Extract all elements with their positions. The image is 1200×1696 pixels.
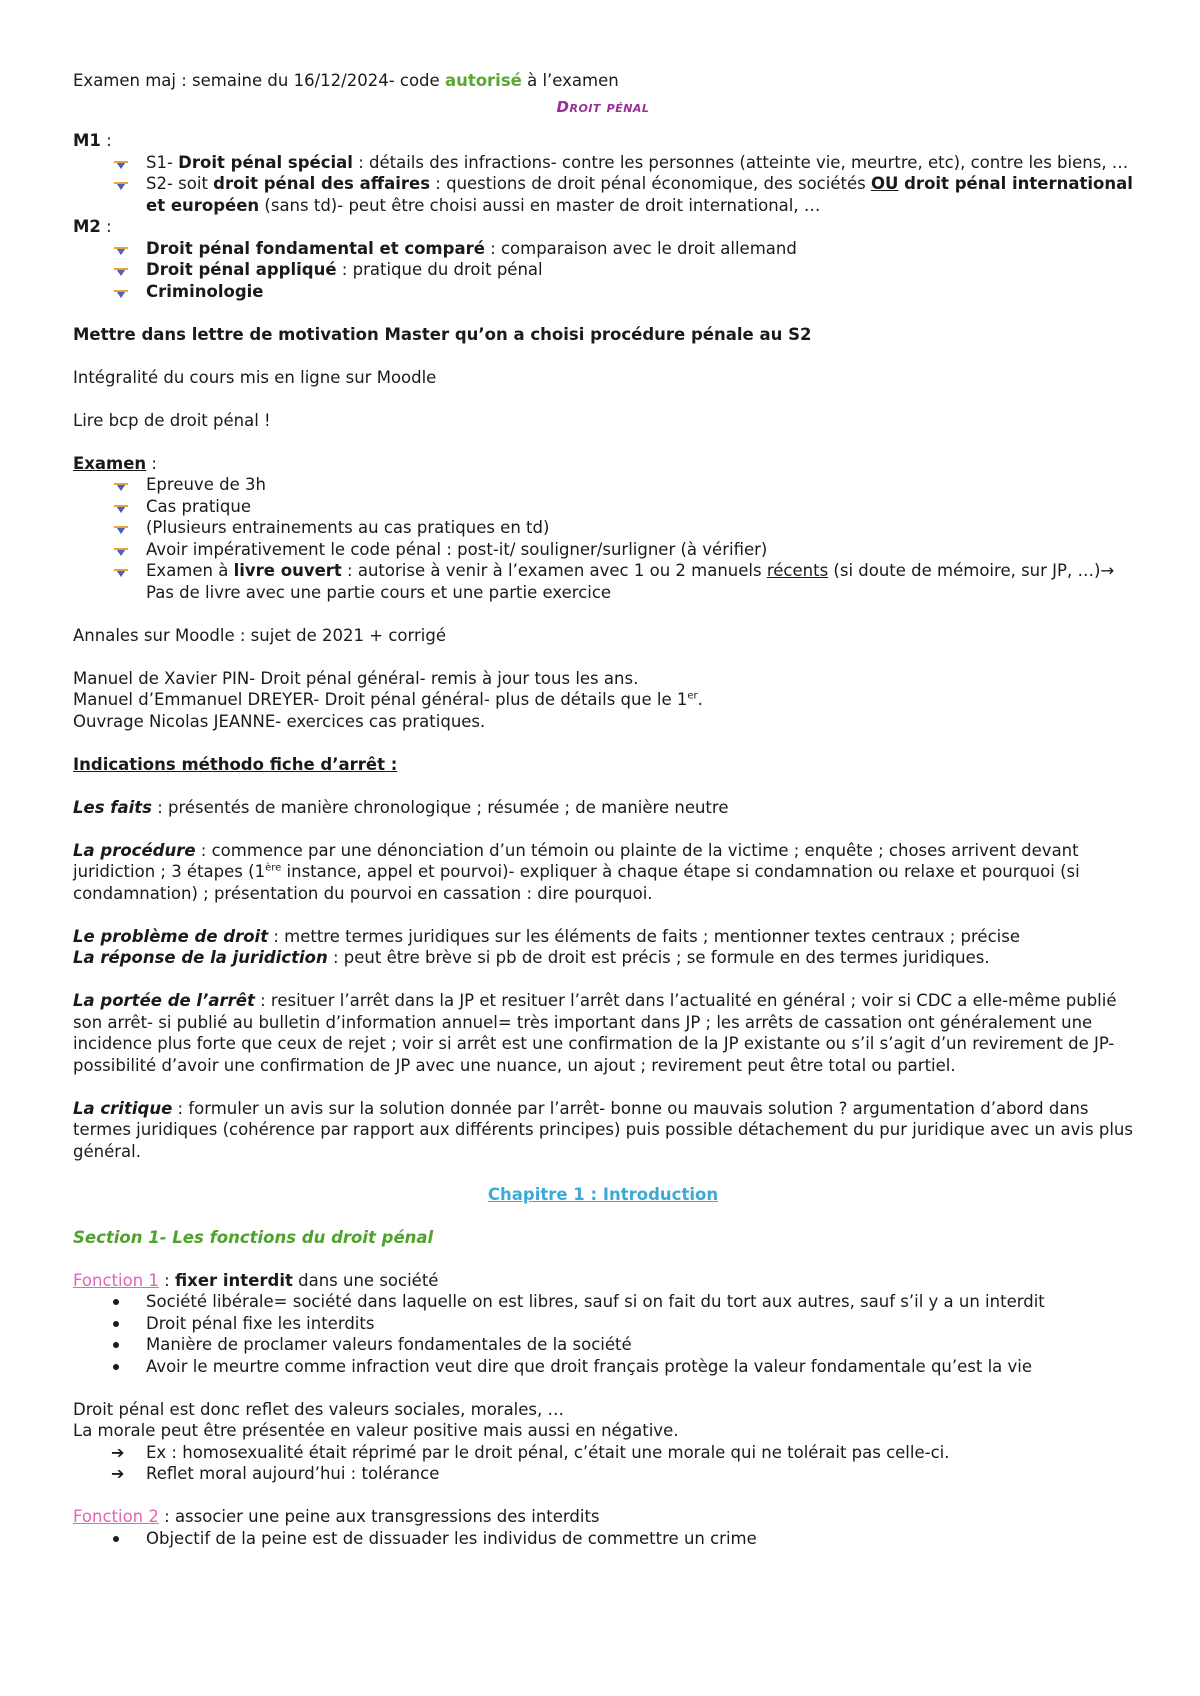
arrow-bullet-icon — [109, 474, 133, 495]
list-item: S2- soit droit pénal des affaires : questions de droit pénal économique, des sociétés OU droit pénal international et européen (sans td)- peut être choisi aussi en master de droit international, … — [73, 173, 1133, 216]
moodle-note: Intégralité du cours mis en ligne sur Moodle — [73, 367, 437, 387]
arrow-bullet-icon — [109, 560, 133, 581]
manual-line: Ouvrage Nicolas JEANNE- exercices cas pratiques. — [73, 711, 486, 731]
exam-list — [73, 474, 1133, 603]
reading-note: Lire bcp de droit pénal ! — [73, 410, 271, 430]
fonction2-list — [73, 1528, 1133, 1550]
list-item: Avoir impérativement le code pénal : post-it/ souligner/surligner (à vérifier) — [73, 539, 1133, 561]
list-item: Droit pénal fondamental et comparé : comparaison avec le droit allemand — [73, 238, 1133, 260]
list-item: Droit pénal appliqué : pratique du droit pénal — [73, 259, 1133, 281]
bullet-dot-icon — [113, 1364, 119, 1370]
arrow-bullet-icon — [109, 152, 133, 173]
list-item: Cas pratique — [73, 496, 1133, 518]
arrow-bullet-icon — [109, 539, 133, 560]
methodo-heading: Indications méthodo fiche d’arrêt : — [73, 754, 398, 774]
m1-heading: M1 : — [73, 131, 112, 150]
bullet-dot-icon — [113, 1299, 119, 1305]
m2-heading: M2 : — [73, 217, 112, 236]
m1-list — [73, 152, 1133, 217]
methodo-procedure: La procédure : commence par une dénonciation d’un témoin ou plainte de la victime ; enquête ; choses arrivent devant juridiction ; 3 étapes (1ère instance, appel et pourvoi)- expliquer à chaque étape si condamnation ou relaxe et pourquoi (si condamnation) ; présentation du pourvoi en cassation : dire pourquoi. — [73, 840, 1080, 903]
reflet-list — [73, 1442, 1133, 1485]
methodo-reponse: La réponse de la juridiction : peut être brève si pb de droit est précis ; se formule en des termes juridiques. — [73, 948, 990, 967]
motivation-note: Mettre dans lettre de motivation Master qu’on a choisi procédure pénale au S2 — [73, 324, 812, 344]
reflet-line: Droit pénal est donc reflet des valeurs sociales, morales, … — [73, 1399, 565, 1419]
bullet-dot-icon — [113, 1342, 119, 1348]
arrow-bullet-icon — [109, 281, 133, 302]
manual-line: Manuel d’Emmanuel DREYER- Droit pénal général- plus de détails que le 1er. — [73, 690, 703, 709]
methodo-faits: Les faits : présentés de manière chronologique ; résumée ; de manière neutre — [73, 797, 729, 817]
bullet-dot-icon — [113, 1536, 119, 1542]
list-item: ➔ Ex : homosexualité était réprimé par le droit pénal, c’était une morale qui ne tolérait pas celle-ci. — [111, 1442, 950, 1462]
list-item: Société libérale= société dans laquelle on est libres, sauf si on fait du tort aux autres, sauf s’il y a un interdit — [73, 1291, 1133, 1313]
arrow-bullet-icon — [109, 517, 133, 538]
list-item: Examen à livre ouvert : autorise à venir à l’examen avec 1 ou 2 manuels récents (si doute de mémoire, sur JP, …)→ Pas de livre avec une partie cours et une partie exercice — [73, 560, 1133, 603]
reflet-line: La morale peut être présentée en valeur positive mais aussi en négative. — [73, 1421, 679, 1440]
methodo-probleme: Le problème de droit : mettre termes juridiques sur les éléments de faits ; mentionner textes centraux ; précise — [73, 926, 1020, 946]
bullet-dot-icon — [113, 1321, 119, 1327]
chapter-title: Chapitre 1 : Introduction — [487, 1184, 719, 1204]
list-item: S1- Droit pénal spécial : détails des infractions- contre les personnes (atteinte vie, meurtre, etc), contre les biens, … — [73, 152, 1133, 174]
arrow-right-icon: ➔ — [111, 1442, 125, 1462]
arrow-bullet-icon — [109, 496, 133, 517]
arrow-right-icon: ➔ — [111, 1464, 125, 1483]
arrow-bullet-icon — [109, 259, 133, 280]
fonction2-heading: Fonction 2 : associer une peine aux transgressions des interdits — [73, 1507, 600, 1526]
annales-note: Annales sur Moodle : sujet de 2021 + corrigé — [73, 625, 446, 645]
list-item: Criminologie — [73, 281, 1133, 303]
document-page — [73, 70, 1133, 1549]
arrow-bullet-icon — [109, 173, 133, 194]
m2-list — [73, 238, 1133, 303]
list-item: (Plusieurs entrainements au cas pratiques en td) — [73, 517, 1133, 539]
exam-heading: Examen : — [73, 453, 157, 473]
list-item: ➔ Reflet moral aujourd’hui : tolérance — [111, 1464, 440, 1483]
arrow-bullet-icon — [109, 238, 133, 259]
authorized-highlight: autorisé — [444, 71, 522, 90]
fonction1-list — [73, 1291, 1133, 1377]
document-title: Droit pénal — [556, 97, 650, 116]
methodo-portee: La portée de l’arrêt : resituer l’arrêt dans la JP et resituer l’arrêt dans l’actualité en général ; voir si CDC a elle-même publié son arrêt- si publié au bulletin d’information annuel= très important dans JP ; les arrêts de cassation ont généralement une incidence plus forte que ceux de rejet ; voir si arrêt est une confirmation de la JP existante ou s’il s’agit d’un revirement de JP- possibilité d’avoir une confirmation de JP avec une nuance, un ajout ; revirement peut être total ou partiel. — [73, 991, 1117, 1075]
exam-info-line: Examen maj : semaine du 16/12/2024- code autorisé à l’examen — [73, 71, 619, 90]
list-item: Objectif de la peine est de dissuader les individus de commettre un crime — [73, 1528, 1133, 1550]
methodo-critique: La critique : formuler un avis sur la solution donnée par l’arrêt- bonne ou mauvais solution ? argumentation d’abord dans termes juridiques (cohérence par rapport aux différents principes) puis possible détachement du pur juridique avec un avis plus général. — [73, 1098, 1133, 1161]
list-item: Manière de proclamer valeurs fondamentales de la société — [73, 1334, 1133, 1356]
section-title: Section 1- Les fonctions du droit pénal — [73, 1227, 434, 1247]
list-item: Droit pénal fixe les interdits — [73, 1313, 1133, 1335]
fonction1-heading: Fonction 1 : fixer interdit dans une société — [73, 1270, 439, 1290]
list-item: Epreuve de 3h — [73, 474, 1133, 496]
manual-line: Manuel de Xavier PIN- Droit pénal général- remis à jour tous les ans. — [73, 668, 639, 688]
list-item: Avoir le meurtre comme infraction veut dire que droit français protège la valeur fondamentale qu’est la vie — [73, 1356, 1133, 1378]
